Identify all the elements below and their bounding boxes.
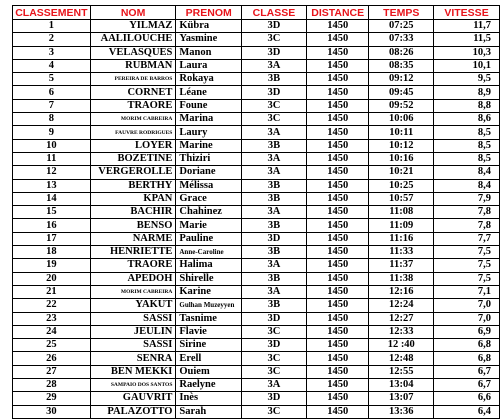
table-row (13, 152, 500, 165)
rank-cell: 13 (13, 179, 91, 192)
temps-cell: 12:48 (369, 352, 434, 365)
vitesse-cell: 11,7 (434, 20, 500, 33)
distance-cell: 1450 (306, 113, 369, 126)
nom-cell: VERGEROLLE (90, 166, 176, 179)
nom-cell: MORIM CABREIRA (90, 285, 176, 298)
classe-cell: 3D (242, 312, 307, 325)
table-row (13, 379, 500, 392)
table-row (13, 46, 500, 59)
classe-cell: 3B (242, 219, 307, 232)
temps-cell: 13:36 (369, 405, 434, 418)
vitesse-cell: 10,3 (434, 46, 500, 59)
prenom-cell: Yasmine (176, 33, 242, 46)
temps-cell: 07:33 (369, 33, 434, 46)
nom-cell: SENRA (90, 352, 176, 365)
distance-cell: 1450 (306, 33, 369, 46)
rank-cell: 15 (13, 206, 91, 219)
prenom-cell: Raelyne (176, 379, 242, 392)
table-row (13, 365, 500, 378)
vitesse-cell: 7,5 (434, 272, 500, 285)
nom-cell: AALILOUCHE (90, 33, 176, 46)
temps-cell: 11:08 (369, 206, 434, 219)
temps-cell: 11:33 (369, 246, 434, 259)
prenom-cell: Gulhan Muzeyyen (176, 299, 242, 312)
temps-cell: 13:04 (369, 379, 434, 392)
prenom-cell: Foune (176, 99, 242, 112)
classe-cell: 3D (242, 46, 307, 59)
temps-cell: 12:27 (369, 312, 434, 325)
rank-cell: 22 (13, 299, 91, 312)
temps-cell: 09:45 (369, 86, 434, 99)
prenom-cell: Anne-Caroline (176, 246, 242, 259)
table-row (13, 325, 500, 338)
distance-cell: 1450 (306, 73, 369, 86)
distance-cell: 1450 (306, 46, 369, 59)
vitesse-cell: 8,9 (434, 86, 500, 99)
distance-cell: 1450 (306, 352, 369, 365)
table-row (13, 73, 500, 86)
temps-cell: 11:37 (369, 259, 434, 272)
distance-cell: 1450 (306, 312, 369, 325)
classe-cell: 3B (242, 179, 307, 192)
distance-cell: 1450 (306, 285, 369, 298)
nom-cell: KPAN (90, 192, 176, 205)
classe-cell: 3B (242, 246, 307, 259)
nom-cell: MORIM CABREIRA (90, 113, 176, 126)
prenom-cell: Manon (176, 46, 242, 59)
table-row (13, 259, 500, 272)
vitesse-cell: 7,5 (434, 246, 500, 259)
prenom-cell: Thiziri (176, 152, 242, 165)
prenom-cell: Shirelle (176, 272, 242, 285)
classe-cell: 3C (242, 365, 307, 378)
classe-cell: 3A (242, 259, 307, 272)
distance-cell: 1450 (306, 206, 369, 219)
prenom-cell: Kübra (176, 20, 242, 33)
vitesse-cell: 7,0 (434, 299, 500, 312)
table-row (13, 99, 500, 112)
distance-cell: 1450 (306, 20, 369, 33)
distance-cell: 1450 (306, 299, 369, 312)
header-classement: CLASSEMENT (13, 6, 91, 20)
classe-cell: 3A (242, 152, 307, 165)
nom-cell: NARME (90, 232, 176, 245)
table-row (13, 206, 500, 219)
distance-cell: 1450 (306, 166, 369, 179)
distance-cell: 1450 (306, 325, 369, 338)
table-row (13, 232, 500, 245)
distance-cell: 1450 (306, 405, 369, 418)
temps-cell: 12:24 (369, 299, 434, 312)
distance-cell: 1450 (306, 192, 369, 205)
rank-cell: 4 (13, 59, 91, 72)
classe-cell: 3D (242, 392, 307, 405)
table-row (13, 166, 500, 179)
prenom-cell: Sirine (176, 339, 242, 352)
table-row (13, 246, 500, 259)
distance-cell: 1450 (306, 59, 369, 72)
temps-cell: 13:07 (369, 392, 434, 405)
table-row (13, 192, 500, 205)
classe-cell: 3C (242, 352, 307, 365)
nom-cell: RUBMAN (90, 59, 176, 72)
header-vitesse: VITESSE (434, 6, 500, 20)
rank-cell: 20 (13, 272, 91, 285)
distance-cell: 1450 (306, 392, 369, 405)
prenom-cell: Ouiem (176, 365, 242, 378)
classe-cell: 3D (242, 339, 307, 352)
nom-cell: SASSI (90, 312, 176, 325)
classe-cell: 3B (242, 299, 307, 312)
prenom-cell: Marina (176, 113, 242, 126)
temps-cell: 09:52 (369, 99, 434, 112)
classe-cell: 3D (242, 86, 307, 99)
rank-cell: 10 (13, 139, 91, 152)
temps-cell: 09:12 (369, 73, 434, 86)
temps-cell: 10:12 (369, 139, 434, 152)
prenom-cell: Pauline (176, 232, 242, 245)
rank-cell: 7 (13, 99, 91, 112)
prenom-cell: Erell (176, 352, 242, 365)
nom-cell: LOYER (90, 139, 176, 152)
classe-cell: 3A (242, 379, 307, 392)
rank-cell: 17 (13, 232, 91, 245)
prenom-cell: Laura (176, 59, 242, 72)
distance-cell: 1450 (306, 139, 369, 152)
temps-cell: 10:06 (369, 113, 434, 126)
header-classe: CLASSE (242, 6, 307, 20)
nom-cell: TRAORE (90, 99, 176, 112)
nom-cell: BEN MEKKI (90, 365, 176, 378)
header-temps: TEMPS (369, 6, 434, 20)
rank-cell: 14 (13, 192, 91, 205)
nom-cell: BERTHY (90, 179, 176, 192)
table-row (13, 392, 500, 405)
table-row (13, 179, 500, 192)
table-row (13, 405, 500, 418)
nom-cell: CORNET (90, 86, 176, 99)
results-table-container (12, 5, 500, 419)
nom-cell: YAKUT (90, 299, 176, 312)
classe-cell: 3C (242, 325, 307, 338)
table-row (13, 339, 500, 352)
header-distance: DISTANCE (306, 6, 369, 20)
temps-cell: 11:09 (369, 219, 434, 232)
table-row (13, 139, 500, 152)
nom-cell: HENRIETTE (90, 246, 176, 259)
temps-cell: 12:55 (369, 365, 434, 378)
prenom-cell: Grace (176, 192, 242, 205)
rank-cell: 12 (13, 166, 91, 179)
distance-cell: 1450 (306, 272, 369, 285)
nom-cell: GAUVRIT (90, 392, 176, 405)
table-row (13, 33, 500, 46)
temps-cell: 10:16 (369, 152, 434, 165)
results-table (12, 5, 500, 419)
distance-cell: 1450 (306, 152, 369, 165)
vitesse-cell: 7,5 (434, 259, 500, 272)
vitesse-cell: 7,7 (434, 232, 500, 245)
vitesse-cell: 7,0 (434, 312, 500, 325)
rank-cell: 25 (13, 339, 91, 352)
distance-cell: 1450 (306, 379, 369, 392)
temps-cell: 07:25 (369, 20, 434, 33)
header-nom: NOM (90, 6, 176, 20)
vitesse-cell: 6,8 (434, 352, 500, 365)
vitesse-cell: 9,5 (434, 73, 500, 86)
vitesse-cell: 7,8 (434, 206, 500, 219)
vitesse-cell: 8,6 (434, 113, 500, 126)
table-row (13, 272, 500, 285)
prenom-cell: Flavie (176, 325, 242, 338)
classe-cell: 3A (242, 59, 307, 72)
nom-cell: SAMPAIO DOS SANTOS (90, 379, 176, 392)
nom-cell: PALAZOTTO (90, 405, 176, 418)
vitesse-cell: 7,9 (434, 192, 500, 205)
classe-cell: 3C (242, 405, 307, 418)
distance-cell: 1450 (306, 99, 369, 112)
distance-cell: 1450 (306, 86, 369, 99)
rank-cell: 1 (13, 20, 91, 33)
rank-cell: 6 (13, 86, 91, 99)
prenom-cell: Inès (176, 392, 242, 405)
nom-cell: VELASQUES (90, 46, 176, 59)
classe-cell: 3C (242, 33, 307, 46)
classe-cell: 3C (242, 113, 307, 126)
vitesse-cell: 6,7 (434, 379, 500, 392)
vitesse-cell: 6,8 (434, 339, 500, 352)
distance-cell: 1450 (306, 339, 369, 352)
prenom-cell: Laury (176, 126, 242, 139)
vitesse-cell: 8,8 (434, 99, 500, 112)
table-row (13, 59, 500, 72)
vitesse-cell: 8,4 (434, 179, 500, 192)
vitesse-cell: 6,7 (434, 365, 500, 378)
rank-cell: 24 (13, 325, 91, 338)
classe-cell: 3B (242, 272, 307, 285)
vitesse-cell: 8,4 (434, 166, 500, 179)
temps-cell: 08:35 (369, 59, 434, 72)
classe-cell: 3B (242, 73, 307, 86)
rank-cell: 23 (13, 312, 91, 325)
vitesse-cell: 6,4 (434, 405, 500, 418)
rank-cell: 9 (13, 126, 91, 139)
rank-cell: 16 (13, 219, 91, 232)
temps-cell: 11:16 (369, 232, 434, 245)
vitesse-cell: 8,5 (434, 139, 500, 152)
rank-cell: 28 (13, 379, 91, 392)
table-body (13, 20, 500, 419)
rank-cell: 11 (13, 152, 91, 165)
temps-cell: 12 :40 (369, 339, 434, 352)
prenom-cell: Sarah (176, 405, 242, 418)
vitesse-cell: 7,8 (434, 219, 500, 232)
classe-cell: 3A (242, 206, 307, 219)
vitesse-cell: 7,1 (434, 285, 500, 298)
prenom-cell: Marie (176, 219, 242, 232)
nom-cell: JEULIN (90, 325, 176, 338)
vitesse-cell: 11,5 (434, 33, 500, 46)
table-row (13, 285, 500, 298)
rank-cell: 18 (13, 246, 91, 259)
temps-cell: 10:57 (369, 192, 434, 205)
rank-cell: 30 (13, 405, 91, 418)
nom-cell: PEREIRA DE BARROS (90, 73, 176, 86)
prenom-cell: Doriane (176, 166, 242, 179)
nom-cell: BENSO (90, 219, 176, 232)
nom-cell: SASSI (90, 339, 176, 352)
rank-cell: 26 (13, 352, 91, 365)
rank-cell: 8 (13, 113, 91, 126)
rank-cell: 2 (13, 33, 91, 46)
distance-cell: 1450 (306, 365, 369, 378)
rank-cell: 5 (13, 73, 91, 86)
prenom-cell: Léane (176, 86, 242, 99)
vitesse-cell: 6,6 (434, 392, 500, 405)
table-row (13, 352, 500, 365)
table-row (13, 219, 500, 232)
prenom-cell: Rokaya (176, 73, 242, 86)
temps-cell: 10:21 (369, 166, 434, 179)
distance-cell: 1450 (306, 179, 369, 192)
prenom-cell: Marine (176, 139, 242, 152)
vitesse-cell: 6,9 (434, 325, 500, 338)
vitesse-cell: 10,1 (434, 59, 500, 72)
classe-cell: 3C (242, 99, 307, 112)
distance-cell: 1450 (306, 259, 369, 272)
table-row (13, 312, 500, 325)
nom-cell: FAUVRE RODRIGUES (90, 126, 176, 139)
distance-cell: 1450 (306, 246, 369, 259)
rank-cell: 19 (13, 259, 91, 272)
table-header (13, 6, 500, 20)
table-row (13, 86, 500, 99)
prenom-cell: Tasnime (176, 312, 242, 325)
prenom-cell: Mélissa (176, 179, 242, 192)
nom-cell: APEDOH (90, 272, 176, 285)
vitesse-cell: 8,5 (434, 126, 500, 139)
rank-cell: 29 (13, 392, 91, 405)
table-row (13, 113, 500, 126)
rank-cell: 21 (13, 285, 91, 298)
temps-cell: 08:26 (369, 46, 434, 59)
distance-cell: 1450 (306, 126, 369, 139)
prenom-cell: Chahinez (176, 206, 242, 219)
table-row (13, 20, 500, 33)
temps-cell: 11:38 (369, 272, 434, 285)
distance-cell: 1450 (306, 219, 369, 232)
rank-cell: 27 (13, 365, 91, 378)
nom-cell: BACHIR (90, 206, 176, 219)
classe-cell: 3D (242, 232, 307, 245)
temps-cell: 10:11 (369, 126, 434, 139)
rank-cell: 3 (13, 46, 91, 59)
nom-cell: TRAORE (90, 259, 176, 272)
table-row (13, 126, 500, 139)
classe-cell: 3B (242, 192, 307, 205)
vitesse-cell: 8,5 (434, 152, 500, 165)
classe-cell: 3B (242, 139, 307, 152)
table-row (13, 299, 500, 312)
temps-cell: 10:25 (369, 179, 434, 192)
distance-cell: 1450 (306, 232, 369, 245)
nom-cell: BOZETINE (90, 152, 176, 165)
prenom-cell: Halima (176, 259, 242, 272)
classe-cell: 3A (242, 126, 307, 139)
header-prenom: PRENOM (176, 6, 242, 20)
classe-cell: 3D (242, 20, 307, 33)
temps-cell: 12:16 (369, 285, 434, 298)
temps-cell: 12:33 (369, 325, 434, 338)
header-row (13, 6, 500, 20)
classe-cell: 3A (242, 285, 307, 298)
classe-cell: 3A (242, 166, 307, 179)
prenom-cell: Karine (176, 285, 242, 298)
nom-cell: YILMAZ (90, 20, 176, 33)
